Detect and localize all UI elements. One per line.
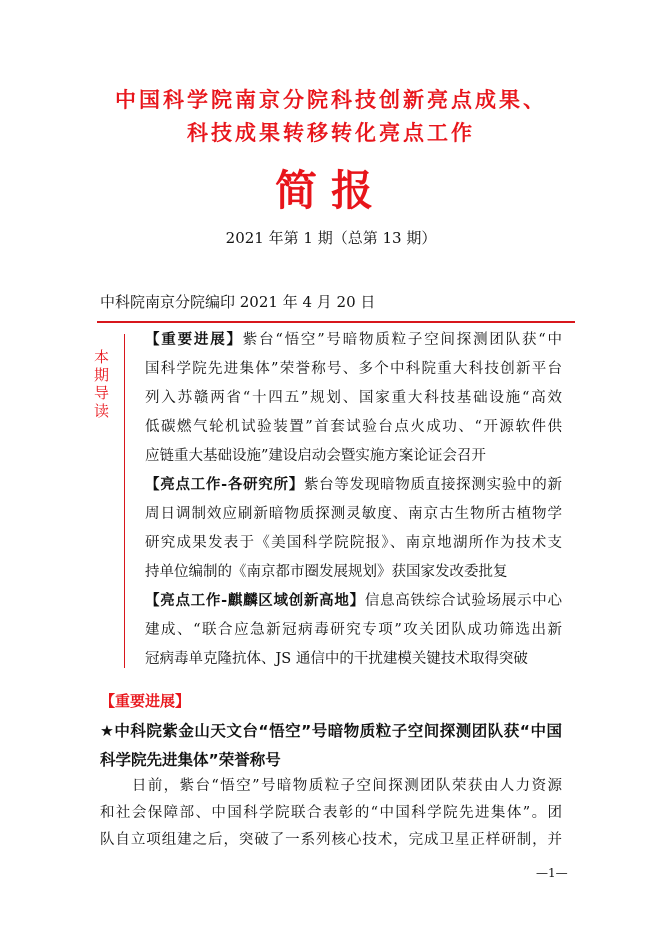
article-paragraph (100, 773, 562, 854)
page-number: —1— (536, 866, 568, 880)
guide-label: 本期导读 (94, 348, 110, 420)
guide-line (145, 500, 562, 529)
guide-divider (124, 334, 125, 668)
guide-content (145, 326, 562, 674)
guide-text: 紫台“悟空”号暗物质粒子空间探测团队获“中 (242, 332, 562, 348)
article-headline (100, 717, 562, 775)
guide-line (145, 558, 562, 587)
guide-text: 列入苏赣两省“十四五”规划、国家重大科技基础设施“高效 (145, 390, 562, 406)
guide-line (145, 616, 562, 645)
bulletin-title: 简报 (274, 166, 387, 215)
paragraph-line: 和社会保障部、中国科学院联合表彰的“中国科学院先进集体”。团 (100, 805, 562, 821)
section-heading: 【重要进展】 (100, 692, 191, 710)
guide-line (145, 645, 562, 674)
guide-line (145, 442, 562, 471)
guide-text: 信息高铁综合试验场展示中心 (364, 593, 562, 609)
guide-text: 持单位编制的《南京都市圈发展规划》获国家发改委批复 (145, 564, 508, 580)
guide-text: 低碳燃气轮机试验装置”首套试验台点火成功、“开源软件供 (145, 419, 562, 435)
editor-line: 中科院南京分院编印 2021 年 4 月 20 日 (100, 293, 376, 311)
guide-line (145, 587, 562, 616)
paragraph-line: 队自立项组建之后，突破了一系列核心技术，完成卫星正样研制，并 (100, 832, 562, 848)
paragraph-line: 日前，紫台“悟空”号暗物质粒子空间探测团队荣获由人力资源 (100, 778, 562, 794)
guide-text: 应链重大基础设施”建设启动会暨实施方案论证会召开 (145, 448, 486, 464)
header-divider (97, 321, 575, 323)
guide-text: 国科学院先进集体”荣誉称号、多个中科院重大科技创新平台 (145, 361, 562, 377)
guide-line (145, 384, 562, 413)
guide-line (145, 529, 562, 558)
headline-line: ★中科院紫金山天文台“悟空”号暗物质粒子空间探测团队获“中国 (100, 722, 562, 740)
report-title-line-1: 中国科学院南京分院科技创新亮点成果、 (115, 87, 547, 112)
report-title-line-2: 科技成果转移转化亮点工作 (187, 120, 475, 145)
guide-line (145, 413, 562, 442)
issue-number: 2021 年第 1 期（总第 13 期） (225, 229, 437, 247)
guide-text: 研究成果发表于《美国科学院院报》、南京地湖所作为技术支 (145, 535, 562, 551)
guide-text: 冠病毒单克隆抗体、JS 通信中的干扰建模关键技术取得突破 (145, 651, 528, 667)
guide-line (145, 355, 562, 384)
guide-line (145, 326, 562, 355)
headline-line: 科学院先进集体”荣誉称号 (100, 751, 281, 769)
guide-tag: 【亮点工作-麒麟区域创新高地】 (145, 593, 365, 609)
guide-tag: 【亮点工作-各研究所】 (145, 477, 304, 493)
guide-tag: 【重要进展】 (145, 332, 243, 348)
guide-text: 周日调制效应刷新暗物质探测灵敏度、南京古生物所古植物学 (145, 506, 562, 522)
guide-text: 紫台等发现暗物质直接探测实验中的新 (303, 477, 562, 493)
guide-line (145, 471, 562, 500)
guide-text: 建成、“联合应急新冠病毒研究专项”攻关团队成功筛选出新 (145, 622, 562, 638)
